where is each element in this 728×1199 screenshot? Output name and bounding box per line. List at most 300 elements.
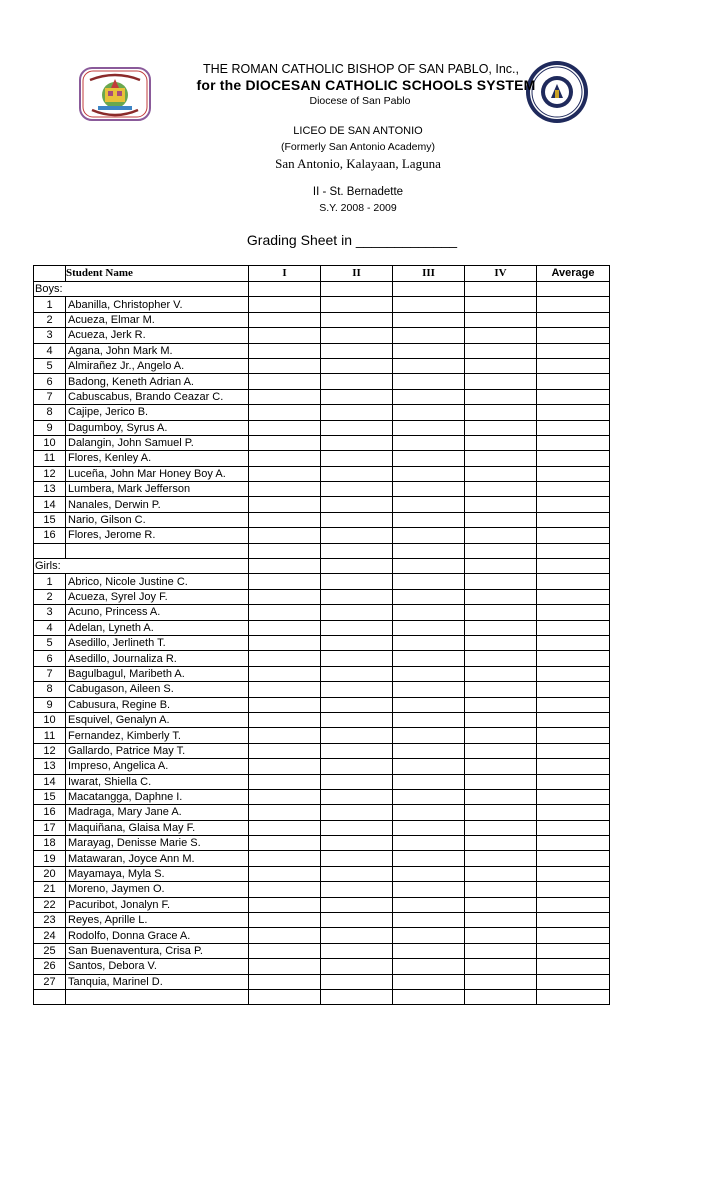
quarter-4-grade-cell[interactable] xyxy=(465,728,537,743)
quarter-2-grade-cell[interactable] xyxy=(321,589,393,604)
quarter-1-grade-cell[interactable] xyxy=(249,697,321,712)
quarter-2-grade-cell[interactable] xyxy=(321,851,393,866)
average-grade-cell[interactable] xyxy=(537,882,610,897)
blank-cell xyxy=(249,989,321,1004)
quarter-3-grade-cell[interactable] xyxy=(393,420,465,435)
quarter-2-grade-cell[interactable] xyxy=(321,620,393,635)
student-row xyxy=(34,651,610,666)
quarter-4-grade-cell[interactable] xyxy=(465,605,537,620)
blank-cell xyxy=(393,543,465,558)
quarter-1-grade-cell[interactable] xyxy=(249,374,321,389)
average-grade-cell[interactable] xyxy=(537,451,610,466)
average-grade-cell[interactable] xyxy=(537,512,610,527)
quarter-2-grade-cell[interactable] xyxy=(321,635,393,650)
quarter-3-grade-cell[interactable] xyxy=(393,466,465,481)
average-grade-cell[interactable] xyxy=(537,497,610,512)
average-grade-cell[interactable] xyxy=(537,897,610,912)
grade-cell[interactable] xyxy=(537,559,610,574)
quarter-4-grade-cell[interactable] xyxy=(465,312,537,327)
student-row xyxy=(34,297,610,312)
student-row xyxy=(34,666,610,681)
average-grade-cell[interactable] xyxy=(537,712,610,727)
student-row xyxy=(34,836,610,851)
system-name: for the DIOCESAN CATHOLIC SCHOOLS SYSTEM xyxy=(196,77,536,93)
quarter-2-grade-cell[interactable] xyxy=(321,466,393,481)
quarter-1-grade-cell[interactable] xyxy=(249,974,321,989)
quarter-4-grade-cell[interactable] xyxy=(465,358,537,373)
quarter-2-grade-cell[interactable] xyxy=(321,774,393,789)
student-row xyxy=(34,635,610,650)
quarter-3-grade-cell[interactable] xyxy=(393,574,465,589)
quarter-3-grade-cell[interactable] xyxy=(393,528,465,543)
quarter-2-grade-cell[interactable] xyxy=(321,836,393,851)
quarter-3-grade-cell[interactable] xyxy=(393,297,465,312)
quarter-4-grade-cell[interactable] xyxy=(465,974,537,989)
quarter-2-grade-cell[interactable] xyxy=(321,451,393,466)
student-row xyxy=(34,528,610,543)
average-grade-cell[interactable] xyxy=(537,651,610,666)
average-grade-cell[interactable] xyxy=(537,420,610,435)
quarter-2-grade-cell[interactable] xyxy=(321,712,393,727)
quarter-2-grade-cell[interactable] xyxy=(321,666,393,681)
average-grade-cell[interactable] xyxy=(537,605,610,620)
average-grade-cell[interactable] xyxy=(537,466,610,481)
quarter-3-grade-cell[interactable] xyxy=(393,589,465,604)
quarter-4-grade-cell[interactable] xyxy=(465,343,537,358)
quarter-2-grade-cell[interactable] xyxy=(321,943,393,958)
quarter-1-grade-cell[interactable] xyxy=(249,882,321,897)
quarter-2-grade-cell[interactable] xyxy=(321,297,393,312)
average-grade-cell[interactable] xyxy=(537,913,610,928)
student-number: 13 xyxy=(34,759,66,774)
student-row xyxy=(34,620,610,635)
student-row xyxy=(34,589,610,604)
average-grade-cell[interactable] xyxy=(537,759,610,774)
student-row xyxy=(34,574,610,589)
quarter-1-grade-cell[interactable] xyxy=(249,913,321,928)
quarter-3-grade-cell[interactable] xyxy=(393,405,465,420)
quarter-3-grade-cell[interactable] xyxy=(393,635,465,650)
quarter-2-grade-cell[interactable] xyxy=(321,420,393,435)
quarter-3-grade-cell[interactable] xyxy=(393,959,465,974)
quarter-1-grade-cell[interactable] xyxy=(249,389,321,404)
average-grade-cell[interactable] xyxy=(537,328,610,343)
quarter-2-grade-cell[interactable] xyxy=(321,728,393,743)
student-number: 8 xyxy=(34,405,66,420)
student-name: Abanilla, Christopher V. xyxy=(66,297,249,312)
quarter-2-grade-cell[interactable] xyxy=(321,928,393,943)
quarter-2-grade-cell[interactable] xyxy=(321,743,393,758)
student-name: Bagulbagul, Maribeth A. xyxy=(66,666,249,681)
quarter-1-grade-cell[interactable] xyxy=(249,528,321,543)
quarter-3-grade-cell[interactable] xyxy=(393,512,465,527)
quarter-1-grade-cell[interactable] xyxy=(249,897,321,912)
average-grade-cell[interactable] xyxy=(537,728,610,743)
quarter-3-grade-cell[interactable] xyxy=(393,697,465,712)
grade-cell[interactable] xyxy=(321,282,393,297)
student-name: Matawaran, Joyce Ann M. xyxy=(66,851,249,866)
quarter-3-grade-cell[interactable] xyxy=(393,851,465,866)
quarter-3-grade-cell[interactable] xyxy=(393,759,465,774)
student-number: 23 xyxy=(34,913,66,928)
student-number: 6 xyxy=(34,651,66,666)
grade-cell[interactable] xyxy=(465,559,537,574)
quarter-1-grade-cell[interactable] xyxy=(249,805,321,820)
quarter-2-grade-cell[interactable] xyxy=(321,528,393,543)
quarter-4-grade-cell[interactable] xyxy=(465,866,537,881)
quarter-1-grade-cell[interactable] xyxy=(249,959,321,974)
quarter-3-grade-cell[interactable] xyxy=(393,497,465,512)
quarter-3-grade-cell[interactable] xyxy=(393,774,465,789)
quarter-2-header: II xyxy=(321,266,393,282)
quarter-3-grade-cell[interactable] xyxy=(393,451,465,466)
quarter-3-grade-cell[interactable] xyxy=(393,866,465,881)
student-name: Gallardo, Patrice May T. xyxy=(66,743,249,758)
quarter-3-grade-cell[interactable] xyxy=(393,666,465,681)
quarter-4-grade-cell[interactable] xyxy=(465,435,537,450)
quarter-2-grade-cell[interactable] xyxy=(321,805,393,820)
quarter-1-grade-cell[interactable] xyxy=(249,789,321,804)
quarter-4-grade-cell[interactable] xyxy=(465,620,537,635)
quarter-4-grade-cell[interactable] xyxy=(465,897,537,912)
quarter-4-grade-cell[interactable] xyxy=(465,682,537,697)
student-name: Agana, John Mark M. xyxy=(66,343,249,358)
quarter-1-grade-cell[interactable] xyxy=(249,482,321,497)
student-row xyxy=(34,943,610,958)
quarter-1-grade-cell[interactable] xyxy=(249,358,321,373)
student-number: 8 xyxy=(34,682,66,697)
quarter-2-grade-cell[interactable] xyxy=(321,882,393,897)
quarter-2-grade-cell[interactable] xyxy=(321,374,393,389)
student-name: Acueza, Syrel Joy F. xyxy=(66,589,249,604)
quarter-1-grade-cell[interactable] xyxy=(249,420,321,435)
quarter-2-grade-cell[interactable] xyxy=(321,389,393,404)
quarter-4-grade-cell[interactable] xyxy=(465,420,537,435)
quarter-3-grade-cell[interactable] xyxy=(393,820,465,835)
average-grade-cell[interactable] xyxy=(537,374,610,389)
grade-cell[interactable] xyxy=(249,282,321,297)
quarter-4-grade-cell[interactable] xyxy=(465,574,537,589)
quarter-1-grade-cell[interactable] xyxy=(249,512,321,527)
student-number: 2 xyxy=(34,312,66,327)
average-grade-cell[interactable] xyxy=(537,620,610,635)
quarter-3-grade-cell[interactable] xyxy=(393,943,465,958)
quarter-3-grade-cell[interactable] xyxy=(393,974,465,989)
quarter-1-grade-cell[interactable] xyxy=(249,451,321,466)
quarter-4-grade-cell[interactable] xyxy=(465,712,537,727)
quarter-4-grade-cell[interactable] xyxy=(465,928,537,943)
average-grade-cell[interactable] xyxy=(537,866,610,881)
quarter-4-grade-cell[interactable] xyxy=(465,328,537,343)
quarter-3-grade-cell[interactable] xyxy=(393,389,465,404)
quarter-2-grade-cell[interactable] xyxy=(321,328,393,343)
student-number: 1 xyxy=(34,574,66,589)
blank-cell xyxy=(249,543,321,558)
student-number: 25 xyxy=(34,943,66,958)
quarter-2-grade-cell[interactable] xyxy=(321,789,393,804)
student-row xyxy=(34,928,610,943)
quarter-4-grade-cell[interactable] xyxy=(465,743,537,758)
quarter-3-grade-cell[interactable] xyxy=(393,836,465,851)
quarter-1-grade-cell[interactable] xyxy=(249,574,321,589)
quarter-4-grade-cell[interactable] xyxy=(465,913,537,928)
quarter-4-grade-cell[interactable] xyxy=(465,405,537,420)
quarter-2-grade-cell[interactable] xyxy=(321,482,393,497)
quarter-2-grade-cell[interactable] xyxy=(321,697,393,712)
quarter-4-grade-cell[interactable] xyxy=(465,697,537,712)
quarter-2-grade-cell[interactable] xyxy=(321,897,393,912)
quarter-4-grade-cell[interactable] xyxy=(465,389,537,404)
quarter-4-grade-cell[interactable] xyxy=(465,635,537,650)
student-name: Rodolfo, Donna Grace A. xyxy=(66,928,249,943)
quarter-4-grade-cell[interactable] xyxy=(465,589,537,604)
average-grade-cell[interactable] xyxy=(537,297,610,312)
grade-cell[interactable] xyxy=(249,559,321,574)
quarter-3-grade-cell[interactable] xyxy=(393,312,465,327)
average-grade-cell[interactable] xyxy=(537,574,610,589)
quarter-3-grade-cell[interactable] xyxy=(393,343,465,358)
quarter-1-grade-cell[interactable] xyxy=(249,312,321,327)
student-name: Cabuscabus, Brando Ceazar C. xyxy=(66,389,249,404)
class-section: II - St. Bernadette xyxy=(312,186,404,198)
quarter-1-grade-cell[interactable] xyxy=(249,836,321,851)
quarter-4-grade-cell[interactable] xyxy=(465,943,537,958)
average-grade-cell[interactable] xyxy=(537,435,610,450)
quarter-2-grade-cell[interactable] xyxy=(321,651,393,666)
quarter-4-grade-cell[interactable] xyxy=(465,851,537,866)
blank-cell xyxy=(66,543,249,558)
quarter-1-grade-cell[interactable] xyxy=(249,728,321,743)
grade-cell[interactable] xyxy=(393,559,465,574)
quarter-4-grade-cell[interactable] xyxy=(465,466,537,481)
quarter-1-grade-cell[interactable] xyxy=(249,712,321,727)
average-grade-cell[interactable] xyxy=(537,851,610,866)
quarter-2-grade-cell[interactable] xyxy=(321,497,393,512)
quarter-1-grade-cell[interactable] xyxy=(249,651,321,666)
quarter-2-grade-cell[interactable] xyxy=(321,759,393,774)
quarter-2-grade-cell[interactable] xyxy=(321,358,393,373)
average-grade-cell[interactable] xyxy=(537,635,610,650)
quarter-1-grade-cell[interactable] xyxy=(249,943,321,958)
student-name: Asedillo, Journaliza R. xyxy=(66,651,249,666)
average-grade-cell[interactable] xyxy=(537,943,610,958)
student-number: 22 xyxy=(34,897,66,912)
quarter-1-grade-cell[interactable] xyxy=(249,682,321,697)
quarter-4-grade-cell[interactable] xyxy=(465,374,537,389)
blank-cell xyxy=(321,989,393,1004)
student-row xyxy=(34,759,610,774)
student-number: 16 xyxy=(34,528,66,543)
average-grade-cell[interactable] xyxy=(537,528,610,543)
average-grade-cell[interactable] xyxy=(537,343,610,358)
student-row xyxy=(34,405,610,420)
quarter-4-grade-cell[interactable] xyxy=(465,836,537,851)
quarter-4-grade-cell[interactable] xyxy=(465,666,537,681)
blank-cell xyxy=(321,543,393,558)
quarter-1-grade-cell[interactable] xyxy=(249,774,321,789)
student-row xyxy=(34,897,610,912)
quarter-3-grade-cell[interactable] xyxy=(393,743,465,758)
student-row xyxy=(34,682,610,697)
quarter-1-grade-cell[interactable] xyxy=(249,851,321,866)
quarter-4-grade-cell[interactable] xyxy=(465,482,537,497)
quarter-2-grade-cell[interactable] xyxy=(321,605,393,620)
student-number: 7 xyxy=(34,666,66,681)
quarter-1-grade-cell[interactable] xyxy=(249,928,321,943)
quarter-3-grade-cell[interactable] xyxy=(393,605,465,620)
quarter-2-grade-cell[interactable] xyxy=(321,959,393,974)
quarter-1-grade-cell[interactable] xyxy=(249,820,321,835)
student-name: Flores, Jerome R. xyxy=(66,528,249,543)
student-name: Asedillo, Jerlineth T. xyxy=(66,635,249,650)
quarter-4-grade-cell[interactable] xyxy=(465,528,537,543)
student-number: 21 xyxy=(34,882,66,897)
quarter-2-grade-cell[interactable] xyxy=(321,866,393,881)
average-grade-cell[interactable] xyxy=(537,389,610,404)
student-number: 4 xyxy=(34,343,66,358)
quarter-1-grade-cell[interactable] xyxy=(249,435,321,450)
quarter-4-grade-cell[interactable] xyxy=(465,882,537,897)
quarter-3-grade-cell[interactable] xyxy=(393,897,465,912)
student-name: Almirañez Jr., Angelo A. xyxy=(66,358,249,373)
student-row xyxy=(34,328,610,343)
quarter-4-grade-cell[interactable] xyxy=(465,497,537,512)
quarter-3-grade-cell[interactable] xyxy=(393,805,465,820)
average-grade-cell[interactable] xyxy=(537,928,610,943)
quarter-4-grade-cell[interactable] xyxy=(465,959,537,974)
quarter-1-grade-cell[interactable] xyxy=(249,666,321,681)
quarter-3-grade-cell[interactable] xyxy=(393,482,465,497)
blank-row xyxy=(34,543,610,558)
quarter-3-grade-cell[interactable] xyxy=(393,620,465,635)
student-number: 5 xyxy=(34,635,66,650)
student-row xyxy=(34,774,610,789)
quarter-2-grade-cell[interactable] xyxy=(321,913,393,928)
average-grade-cell[interactable] xyxy=(537,358,610,373)
quarter-3-grade-cell[interactable] xyxy=(393,882,465,897)
quarter-2-grade-cell[interactable] xyxy=(321,820,393,835)
average-grade-cell[interactable] xyxy=(537,697,610,712)
quarter-3-grade-cell[interactable] xyxy=(393,374,465,389)
quarter-3-grade-cell[interactable] xyxy=(393,435,465,450)
quarter-1-grade-cell[interactable] xyxy=(249,405,321,420)
quarter-4-grade-cell[interactable] xyxy=(465,297,537,312)
quarter-2-grade-cell[interactable] xyxy=(321,974,393,989)
blank-cell xyxy=(465,989,537,1004)
quarter-3-grade-cell[interactable] xyxy=(393,712,465,727)
grade-cell[interactable] xyxy=(321,559,393,574)
quarter-2-grade-cell[interactable] xyxy=(321,512,393,527)
quarter-3-grade-cell[interactable] xyxy=(393,682,465,697)
student-name: Fernandez, Kimberly T. xyxy=(66,728,249,743)
average-grade-cell[interactable] xyxy=(537,836,610,851)
quarter-4-grade-cell[interactable] xyxy=(465,805,537,820)
quarter-3-grade-cell[interactable] xyxy=(393,358,465,373)
quarter-3-grade-cell[interactable] xyxy=(393,728,465,743)
quarter-4-grade-cell[interactable] xyxy=(465,651,537,666)
average-grade-cell[interactable] xyxy=(537,589,610,604)
quarter-3-grade-cell[interactable] xyxy=(393,328,465,343)
average-grade-cell[interactable] xyxy=(537,666,610,681)
quarter-2-grade-cell[interactable] xyxy=(321,312,393,327)
quarter-2-grade-cell[interactable] xyxy=(321,435,393,450)
student-number: 6 xyxy=(34,374,66,389)
quarter-4-grade-cell[interactable] xyxy=(465,774,537,789)
average-grade-cell[interactable] xyxy=(537,743,610,758)
student-row xyxy=(34,420,610,435)
quarter-1-grade-cell[interactable] xyxy=(249,589,321,604)
average-grade-cell[interactable] xyxy=(537,789,610,804)
quarter-2-grade-cell[interactable] xyxy=(321,574,393,589)
quarter-1-grade-cell[interactable] xyxy=(249,466,321,481)
quarter-1-grade-cell[interactable] xyxy=(249,605,321,620)
quarter-2-grade-cell[interactable] xyxy=(321,405,393,420)
student-name: Impreso, Angelica A. xyxy=(66,759,249,774)
student-name: Abrico, Nicole Justine C. xyxy=(66,574,249,589)
student-number: 15 xyxy=(34,789,66,804)
quarter-3-grade-cell[interactable] xyxy=(393,651,465,666)
quarter-1-grade-cell[interactable] xyxy=(249,866,321,881)
grade-cell[interactable] xyxy=(393,282,465,297)
student-name: Luceña, John Mar Honey Boy A. xyxy=(66,466,249,481)
quarter-4-grade-cell[interactable] xyxy=(465,451,537,466)
blank-cell xyxy=(34,543,66,558)
quarter-1-grade-cell[interactable] xyxy=(249,743,321,758)
average-grade-cell[interactable] xyxy=(537,805,610,820)
average-grade-cell[interactable] xyxy=(537,959,610,974)
student-number: 2 xyxy=(34,589,66,604)
number-header-cell xyxy=(34,266,66,282)
quarter-1-grade-cell[interactable] xyxy=(249,297,321,312)
average-grade-cell[interactable] xyxy=(537,820,610,835)
student-number: 9 xyxy=(34,420,66,435)
student-number: 3 xyxy=(34,605,66,620)
student-number: 27 xyxy=(34,974,66,989)
grade-cell[interactable] xyxy=(537,282,610,297)
quarter-4-grade-cell[interactable] xyxy=(465,512,537,527)
quarter-1-grade-cell[interactable] xyxy=(249,328,321,343)
average-grade-cell[interactable] xyxy=(537,405,610,420)
quarter-4-grade-cell[interactable] xyxy=(465,789,537,804)
average-grade-cell[interactable] xyxy=(537,974,610,989)
student-name: Reyes, Aprille L. xyxy=(66,913,249,928)
grade-cell[interactable] xyxy=(465,282,537,297)
average-grade-cell[interactable] xyxy=(537,682,610,697)
average-grade-cell[interactable] xyxy=(537,312,610,327)
average-grade-cell[interactable] xyxy=(537,482,610,497)
average-grade-cell[interactable] xyxy=(537,774,610,789)
quarter-4-grade-cell[interactable] xyxy=(465,820,537,835)
student-name: Nanales, Derwin P. xyxy=(66,497,249,512)
student-name: Nario, Gilson C. xyxy=(66,512,249,527)
quarter-1-grade-cell[interactable] xyxy=(249,759,321,774)
student-row xyxy=(34,805,610,820)
quarter-3-grade-cell[interactable] xyxy=(393,789,465,804)
quarter-1-grade-cell[interactable] xyxy=(249,620,321,635)
student-row xyxy=(34,712,610,727)
quarter-3-grade-cell[interactable] xyxy=(393,928,465,943)
student-row xyxy=(34,974,610,989)
quarter-2-grade-cell[interactable] xyxy=(321,343,393,358)
quarter-3-grade-cell[interactable] xyxy=(393,913,465,928)
quarter-1-grade-cell[interactable] xyxy=(249,343,321,358)
quarter-1-grade-cell[interactable] xyxy=(249,635,321,650)
quarter-1-grade-cell[interactable] xyxy=(249,497,321,512)
school-name: LICEO DE SAN ANTONIO xyxy=(293,125,423,137)
student-number: 15 xyxy=(34,512,66,527)
quarter-2-grade-cell[interactable] xyxy=(321,682,393,697)
quarter-4-grade-cell[interactable] xyxy=(465,759,537,774)
